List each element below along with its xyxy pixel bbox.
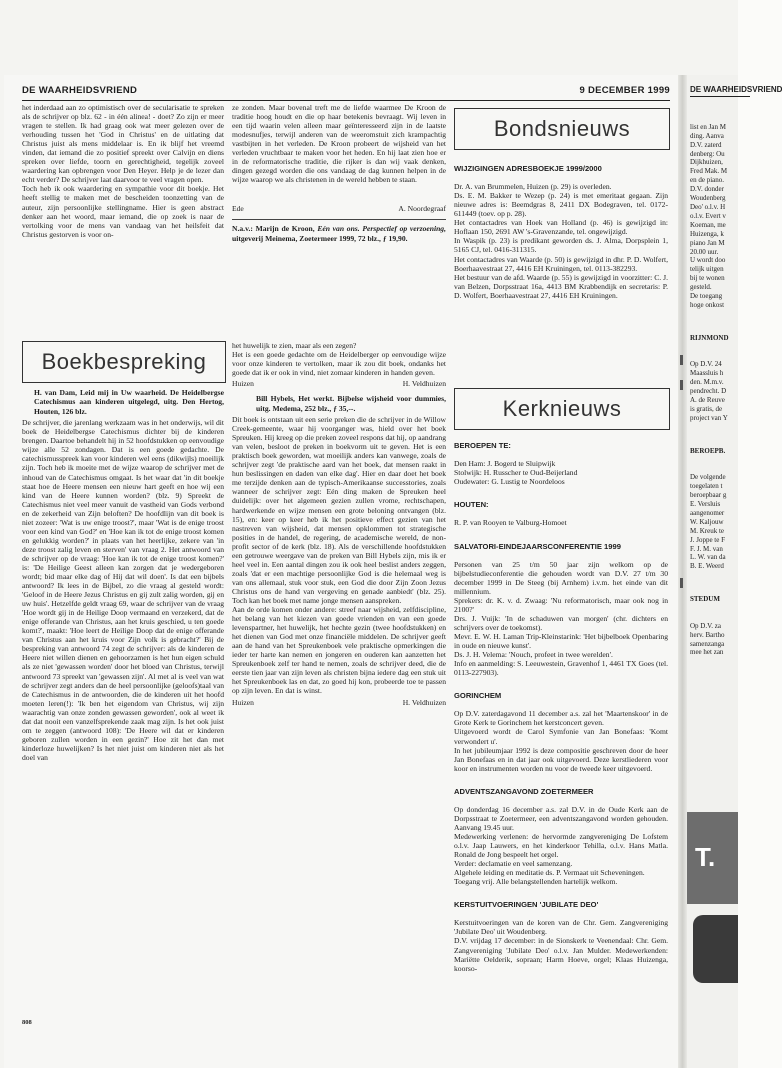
kerknieuws-heading: HOUTEN: xyxy=(454,500,489,510)
kerknieuws-title: Kerknieuws xyxy=(502,396,622,421)
adjacent-page-header: DE WAARHEIDSVRIEND xyxy=(690,85,750,97)
signature xyxy=(232,204,446,213)
review2-signature xyxy=(232,698,446,707)
bondsnieuws-heading: WIJZIGINGEN ADRESBOEKJE 1999/2000 xyxy=(454,164,602,174)
page-header xyxy=(22,78,670,101)
boekbespreking-col1 xyxy=(22,388,224,1010)
review1-heading: H. van Dam, Leid mij in Uw waarheid. De Heidelbergse Catechismus aan kinderen uitgelegd, uitg. Den Hertog, Houten, 126 blz. xyxy=(34,388,224,416)
kerknieuws-title-box xyxy=(454,388,670,430)
adjacent-heading: STEDUM xyxy=(690,595,720,604)
kerknieuws-body: R. P. van Rooyen te Valburg-Homoet xyxy=(454,518,567,528)
adjacent-heading: RIJNMOND xyxy=(690,333,729,342)
article-continuation-col2 xyxy=(232,103,446,333)
article-continuation-col1: het inderdaad aan zo optimistisch over de secularisatie te spreken als de schrijver op blz. 62 - in één alinea! - doet? Zo zijn er meer vragen te stellen. Ik had graag ook wat meer gelezen over de verhouding tussen het 'God in Christus' en de uitlating dat Christus juist als mens middelaar is. En ik blijf het vreemd vinden, dat iemand die zo positief spreekt over Calvijn en diens spreken over liefde, toorn en gerechtigheid, tegelijk zoveel waardering kan opbrengen voor Den Heyer. Help je de lezer dan echt verder? De schrijver laat daarvoor te veel vragen open. Toch heb ik ook waardering en sympathie voor dit boekje. Het heeft stellig te maken met de bescheiden toonzetting van de auteur, zijn persoonlijke stellingname. Hier is geen abstract denker aan het woord, maar iemand, die op zoek is naar de vertolking voor de mens van vandaag van het heilsfeit dat Christus gestorven is voor on- xyxy=(22,103,224,239)
review1-signature xyxy=(232,379,446,388)
adjacent-text: list en Jan M ding. Aanva D.V. zaterd denberg: Ou Dijkhuizen, Fred Mak. M en de piano. D.V. donder Woudenberg Deo' o.l.v. H o.l.v. Evert v Koeman, me Huizenga, k piano Jan M 20.00 uur. U wordt doo telijk uitgen bij te wonen gesteld. De toegang hoge onkost xyxy=(690,122,728,309)
kerknieuws-body: Op donderdag 16 december a.s. zal D.V. in de Oude Kerk aan de Dorpsstraat te Zoetermeer, een adventszangavond worden gehouden. Aanvang 19.45 uur. Medewerking verlenen: de hervormde zangvereniging De Lofstem o.l.v. Jaap Lauwers, en het kinderkoor Tehilla, o.l.v. Hans Matla. Ronald de Jong bespeelt het orgel. Verder: declamatie en veel samenzang. Algehele leiding en meditatie ds. P. Vermaat uit Scheveningen. Toegang vrij. Alle belangstellenden hartelijk welkom. xyxy=(454,804,668,887)
bondsnieuws-title: Bondsnieuws xyxy=(493,116,631,141)
kerknieuws-heading: SALVATORI-EINDEJAARSCONFERENTIE 1999 xyxy=(454,541,621,551)
kerknieuws-heading: KERSTUITVOERINGEN 'JUBILATE DEO' xyxy=(454,900,599,910)
signature-author: H. Veldhuizen xyxy=(402,697,446,707)
adjacent-text: De volgende toegelaten t beroepbaar g E. Versluis aangenomer W. Kaljouw M. Kreuk te J. Joppe te F F. J. M. van L. W. van da B. E. Weerd xyxy=(690,473,727,571)
signature-place: Huizen xyxy=(232,697,254,707)
review1-continuation: het huwelijk te zien, maar als een zegen? Het is een goede gedachte om de Heidelberger op eenvoudige wijze voor onze kinderen te vertolken, maar ik zou dit boek, ondanks het goede dat ik er ook in vind, niet zomaar kinderen in handen geven. xyxy=(232,341,446,378)
boekbespreking-title: Boekbespreking xyxy=(41,349,207,374)
header-date: 9 DECEMBER 1999 xyxy=(579,85,670,96)
page-number: 808 xyxy=(22,1019,32,1026)
review2-body: Dit boek is ontstaan uit een serie preken die de schrijver in de Willow Creek-gemeente, waar hij voorganger was, hield over het boek Spreuken. Hij kreeg op die preken zoveel respons dat hij, op aandrang van velen, besloot de preken in boekvorm uit te geven. Het is een praktisch boek geworden, wat moeilijk anders kan vanwege, zoals de schrijver zegt 'de praktische aard van het boek, dat mensen raakt in hun beslissingen en daden van elke dag'. Hier en daar doet het boek me terzijde denken aan de typisch-Amerikaanse successtories, zoals wanneer de schrijver zegt: Eén ding maken de Spreuken heel duidelijk: over het algemeen gezien zullen vrome, rechtschapen, hardwerkende en wijze mensen een grote beloning ontvangen (blz. 15), en: keer op keer heb ik het positieve effect gezien van het nastreven van wijsheid, dat mensen opklommen tot strategische posities in de handel, de regering, de academische wereld, de non-profit sector of de kerk (blz. 18). Als de verschillende hoofdstukken een getrouwe weergave van de preken van Bill Hybels zijn, mis ik er heel veel in. Een aantal dingen zou ik ook heel beslist anders zeggen, zoals 'dat er een machtige persoonlijke God is die helemaal weg is van ons allemaal, stuk voor stuk, een God die door Zijn Zoon Jezus Christus ons de hand van vergeving en genade aanbiedt' (blz. 25). Toch kan het boek met name jonge mensen aanspreken. Aan de orde komen onder andere: streef naar wijsheid, zelfdiscipline, het belang van het kiezen van goede vrienden en van een goede levenspartner, het huwelijk, het hechte gezin (twee hoofdstukken) en het dienen van God met onze financiële middelen. De schrijver geeft aan de hand van het Spreukenboek vele praktische opmerkingen die ieder ter harte kan nemen en jongeren en ouderen kan aanzetten het Spreukenboek zelf ter hand te nemen, zoals de schrijver deed, die de eerste tien jaar van zijn leven als christen bijna iedere dag een stuk uit het Spreukenboek las en dat, zo goed hij kon, probeerde toe te passen op zijn leven. En dat is winst. xyxy=(232,415,446,696)
boekbespreking-title-box xyxy=(22,341,226,383)
adjacent-page-strip xyxy=(687,75,782,1068)
bondsnieuws-body: Dr. A. van Brummelen, Huizen (p. 29) is overleden. Ds. E. M. Bakker te Wezep (p. 24) is met emeritaat gegaan. Zijn nieuwe adres is: Beemdgras 8, 2411 DX Bodegraven, tel. 0172-611449 (toev. op p. 28). Het contactadres van Hoek van Holland (p. 46) is gewijzigd in: Hoflaan 150, 2691 AW 's-Gravenzande, tel. ongewijzigd. In Waspik (p. 23) is predikant geworden ds. J. Alma, Dorpsplein 1, 5165 CJ, tel. 0416-311315. Het contactadres van Waarde (p. 50) is gewijzigd in dhr. P. D. Wolfert, Boerhaavestraat 27, 4416 EH Kruiningen, tel. 0113-382293. Het bestuur van de afd. Waarde (p. 55) is gewijzigd in voorzitter: C. J. van Belzen, Dorpsstraat 16a, 4413 BM Krabbendijk en secretaris: P. D. Wolfert, Boerhaavestraat 27, 4416 EH Kruiningen. xyxy=(454,182,668,300)
signature-place: Ede xyxy=(232,204,244,214)
boekbespreking-col2 xyxy=(232,341,446,1011)
kerknieuws-body: Op D.V. zaterdagavond 11 december a.s. zal het 'Maartenskoor' in de Grote Kerk te Gorinchem het kerstconcert geven. Uitgevoerd wordt de Carol Symfonie van Jan Bonefaas: 'Komt verwondert u'. In het jubileumjaar 1992 is deze compositie geschreven door de heer Jan Bonefaas en in dat jaar ook uitgevoerd. Deze kerstliederen voor koor en instrumenten worden nu voor de tweede keer uitgevoerd. xyxy=(454,709,668,773)
kerknieuws-body: Den Ham: J. Bogerd te Sluipwijk Stolwijk: H. Russcher te Oud-Beijerland Oudewater: G. Lustig te Noordeloos xyxy=(454,459,578,487)
signature-author: H. Veldhuizen xyxy=(402,379,446,389)
kerknieuws-heading: BEROEPEN TE: xyxy=(454,441,511,451)
kerknieuws-heading: ADVENTSZANGAVOND ZOETERMEER xyxy=(454,786,594,796)
signature-author: A. Noordegraaf xyxy=(398,204,446,214)
divider xyxy=(232,219,446,220)
adjacent-text: Op D.V. za herv. Bartho samenzanga mee het zan xyxy=(690,621,725,657)
review1-body: De schrijver, die jarenlang werkzaam was in het onderwijs, wil dit boek de Heidelbergse Catechismus dichter bij de kinderen brengen. Daartoe behandelt hij in 52 hoofdstukken op eenvoudige wijze alle 52 zondagen. Dat is een goede gedachte. De catechismusspreek kan voor kinderen wel eens (dikwijls) moeilijk zijn. Toch heb ik moeite met de wijze waarop de schrijver met de inhoud van de Catechismus omgaat. Is het waar dat 'in dit boekje staat hoe de Heere mensen een nieuw hart geeft en hoe wij een kind van de Heere kunnen worden? (blz. 9) Spreekt de Catechismus niet veel meer vanuit de vastheid van Gods verbond en de zekerheid van Zijn beloften? De hoofdlijn van dit boek is niet zozeer: 'Wat is uw enige troost?', maar 'Wat is de enige troost voor een kind van God?' en 'Hoe kan ik tot de enige troost komen en gelukkig worden?' in plaats van het heerlijke, zekere van 'in deze troost zalig leven en sterven' van vraag 2. Het antwoord van de schrijver op de vraag: 'Hoe kan ik tot de enige troost komen?' is: 'De Heilige Geest alleen kan zorgen dat je wedergeboren wordt; bid maar elke dag of Hij dat wil doen'. Is dat een bijbels antwoord? Ik lees in de Bijbel, zo die vraag al gesteld wordt: 'Geloof in de Heere Jezus Christus en gij zult zalig worden, gij en uw huis'. Hetzelfde geldt vraag 69, waar de schrijver van de vraag 'Hoe wordt gij in de Heilige Doop vermaand en verzekerd, dat de enige offerande van Christus, aan het kruis geschied, u ten goede komt?', maakt: 'Hoe leert de Heilige Doop dat de enige offerande van Christus aan het kruis voor Zijn volk is gebracht?' Bij de bespreking van antwoord 74 zegt de schrijver: als de kinderen de Heere niet willen dienen en gehoorzamen is het hun eigen schuld als ze niet 'gewassen worden' door het bloed van Christus, terwijl antwoord 73 spreekt van 'gewassen zijn'. Al met al is veel van wat de schrijver zegt anders dan de heel persoonlijke (geloofs)taal van de Catechismus in de antwoorden, die de kinderen uit het hoofd moeten leren(!): 'Ik ben het eigendom van Christus, wij zijn waarachtig van onze zonden gewassen geworden', ook al weet ik dat dat nooit een vanzelfsprekende zaak mag zijn. Is het ook juist om te zeggen (antwoord 108): 'De Heere wil dat er kinderen geboren zullen worden in een gezin?' Hoe zit het dan met kinderloze huwelijken? Is het niet juist om kinderen niet als het doel van xyxy=(22,418,224,762)
adjacent-heading: BEROEPB. xyxy=(690,446,726,455)
binding-mark xyxy=(680,578,683,588)
bondsnieuws-title-box xyxy=(454,108,670,150)
adjacent-page-column xyxy=(690,105,760,675)
binding-mark xyxy=(680,355,683,365)
kerknieuws-column xyxy=(454,432,668,1010)
advertisement-block xyxy=(687,812,738,904)
adjacent-text: Op D.V. 24 Maassluis h den. M.m.v. pendrecht. D A. de Reuve is gratis, de project van Y xyxy=(690,360,728,422)
binding-mark xyxy=(680,380,683,390)
advertisement-letter: T. xyxy=(695,842,716,872)
bondsnieuws-column xyxy=(454,155,668,333)
header-publication-name: DE WAARHEIDSVRIEND xyxy=(22,85,138,96)
book-reference: N.a.v.: Marijn de Kroon, Eén van ons. Perspectief op verzoening, uitgeverij Meinema, Zoetermeer 1999, 72 blz., ƒ 19,90. xyxy=(232,224,446,243)
advertisement-image xyxy=(693,915,738,983)
kerknieuws-body: Kerstuitvoeringen van de koren van de Chr. Gem. Zangvereniging 'Jubilate Deo' uit Woudenberg. D.V. vrijdag 17 december: in de Sionskerk te Veenendaal: Chr. Gem. Zangvereniging 'Jubilate Deo' o.l.v. Jan Mulder. Medewerkenden: Mariëtte Oelderik, sopraan; Harm Hoeve, orgel; Klaas Huizenga, koorso- xyxy=(454,918,668,973)
article-continuation-text: ze zonden. Maar bovenal treft me de liefde waarmee De Kroon de traditie hoog houdt en die op haar betekenis bevraagt. Wij leven in een tijd waarin velen alleen maar geïnteresseerd zijn in de laatste modesnufjes, terwijl anderen van de weeromstuit zich krampachtig vastbijten in het verleden. De Kroon probeert de wijsheid van het verleden vruchtbaar te maken voor het heden. En hij laat zien hoe er in de reformatorische traditie, die rijker is dan wij vaak denken, dingen gezegd worden die ons vandaag de dag kunnen helpen in de wijze waarop we als christenen in de wereld hebben te staan. xyxy=(232,103,446,185)
kerknieuws-body: Personen van 25 t/m 50 jaar zijn welkom op de bijbelstudieconferentie die gehouden wordt van D.V. 27 t/m 30 december 1999 in De Steeg (bij Arnhem) i.v.m. het einde van dit millennium. Sprekers: dr. K. v. d. Zwaag: 'Nu reformatorisch, maar ook nog in 2100?' Drs. J. Vuijk: 'In de schaduwen van morgen' (chr. dichters en schrijvers over de toekomst). Mevr. E. W. H. Laman Trip-Kleinstarink: 'Het bijbelboek Openbaring in oude en nieuwe kunst'. Ds. J. H. Velema: 'Nouch, profeet in twee werelden'. Info en aanmelding: S. Leeuwestein, Gravenhof 1, 4461 TX Goes (tel. 0113-227903). xyxy=(454,559,668,678)
signature-place: Huizen xyxy=(232,379,254,389)
kerknieuws-heading: GORINCHEM xyxy=(454,691,502,701)
review2-heading: Bill Hybels, Het werkt. Bijbelse wijsheid voor dummies, uitg. Medema, 252 blz., ƒ 35,--. xyxy=(256,394,446,413)
page-gutter xyxy=(678,75,687,1068)
